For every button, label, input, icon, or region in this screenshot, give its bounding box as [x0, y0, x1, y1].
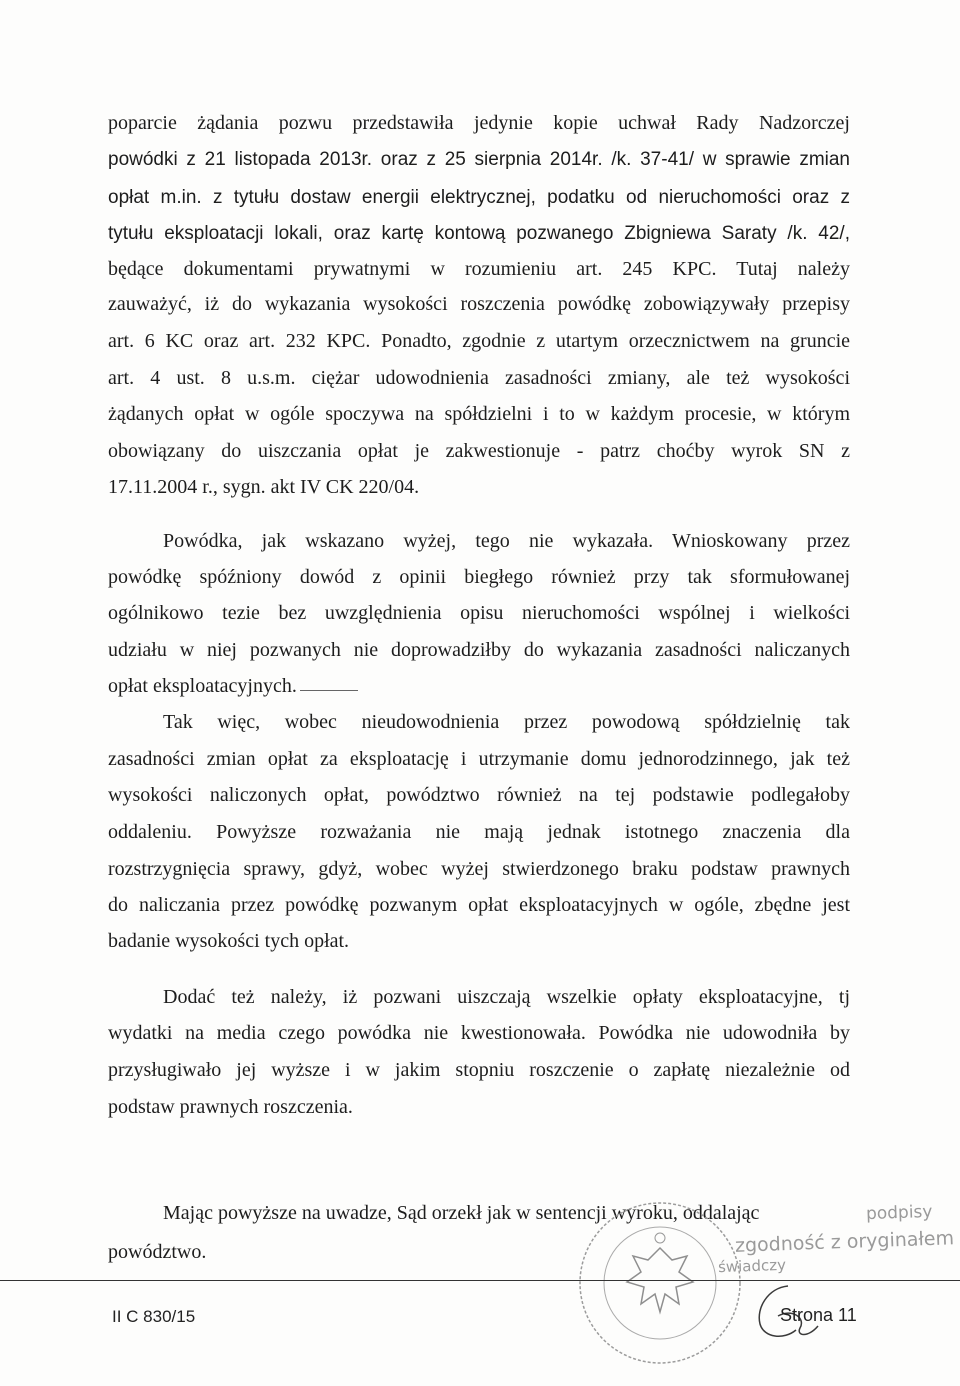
handwritten-underline: [300, 690, 358, 691]
court-seal-icon: [575, 1198, 745, 1368]
text-line: udziału w niej pozwanych nie doprowadziłby do wykazania zasadności naliczanych: [108, 639, 850, 661]
text-line: będące dokumentami prywatnymi w rozumieniu art. 245 KPC. Tutaj należy: [108, 258, 850, 280]
text-line: art. 4 ust. 8 u.s.m. ciężar udowodnienia zasadności zmiany, ale też wysokości: [108, 367, 850, 389]
text-line: Dodać też należy, iż pozwani uiszczają wszelkie opłaty eksploatacyjne, tj: [163, 986, 850, 1008]
text-line: opłat eksploatacyjnych.: [108, 675, 297, 697]
text-line: powódki z 21 listopada 2013r. oraz z 25 sierpnia 2014r. /k. 37-41/ w sprawie zmian: [108, 149, 850, 170]
text-line: zauważyć, iż do wykazania wysokości roszczenia powódkę zobowiązywały przepisy: [108, 293, 850, 315]
text-line: tytułu eksploatacji lokali, oraz kartę kontową pozwanego Zbigniewa Saraty /k. 42/,: [108, 223, 850, 244]
text-line: art. 6 KC oraz art. 232 KPC. Ponadto, zgodnie z utartym orzecznictwem na gruncie: [108, 330, 850, 352]
text-line: wysokości naliczonych opłat, powództwo również na tej podstawie podlegałoby: [108, 784, 850, 806]
text-line: Powódka, jak wskazano wyżej, tego nie wykazała. Wnioskowany przez: [163, 530, 850, 552]
text-line: obowiązany do uiszczania opłat je zakwestionuje - patrz choćby wyrok SN z: [108, 440, 850, 462]
text-line: podstaw prawnych roszczenia.: [108, 1096, 353, 1118]
text-line: do naliczania przez powódkę pozwanym opłat eksploatacyjnych w ogóle, zbędne jest: [108, 894, 850, 916]
footer-divider: [0, 1280, 960, 1281]
text-line: powódkę spóźniony dowód z opinii biegłego również przy tak sformułowanej: [108, 566, 850, 588]
text-line: oddaleniu. Powyższe rozważania nie mają jednak istotnego znaczenia dla: [108, 821, 850, 843]
text-line: przysługiwało jej wyższe i w jakim stopniu roszczenie o zapłatę niezależnie od: [108, 1059, 850, 1081]
stamp-line: podpisy: [865, 1201, 933, 1225]
page-number: Strona 11: [780, 1305, 857, 1325]
text-line: rozstrzygnięcia sprawy, gdyż, wobec wyżej stwierdzonego braku podstaw prawnych: [108, 858, 850, 880]
stamp-line: świadczy: [717, 1255, 787, 1277]
text-line: opłat m.in. z tytułu dostaw energii elektrycznej, podatku od nieruchomości oraz z: [108, 187, 850, 208]
text-line: żądanych opłat w ogóle spoczywa na spółdzielni i to w każdym procesie, w którym: [108, 403, 850, 425]
text-line: ogólnikowo tezie bez uwzględnienia opisu nieruchomości wspólnej i wielkości: [108, 602, 850, 624]
text-line: powództwo.: [108, 1241, 207, 1263]
text-line: Mając powyższe na uwadze, Sąd orzekł jak w sentencji wyroku, oddalając: [163, 1202, 760, 1224]
text-line: badanie wysokości tych opłat.: [108, 930, 350, 952]
text-line: poparcie żądania pozwu przedstawiła jedynie kopie uchwał Rady Nadzorczej: [108, 112, 850, 134]
text-line: Tak więc, wobec nieudowodnienia przez powodową spółdzielnię tak: [163, 711, 850, 733]
text-line: wydatki na media czego powódka nie kwestionowała. Powódka nie udowodniła by: [108, 1022, 850, 1044]
case-number: II C 830/15: [112, 1307, 196, 1326]
text-line: 17.11.2004 r., sygn. akt IV CK 220/04.: [108, 476, 420, 498]
text-line: zasadności zmian opłat za eksploatację i utrzymanie domu jednorodzinnego, jak też: [108, 748, 850, 770]
stamp-line: zgodność z oryginałem: [734, 1227, 955, 1257]
